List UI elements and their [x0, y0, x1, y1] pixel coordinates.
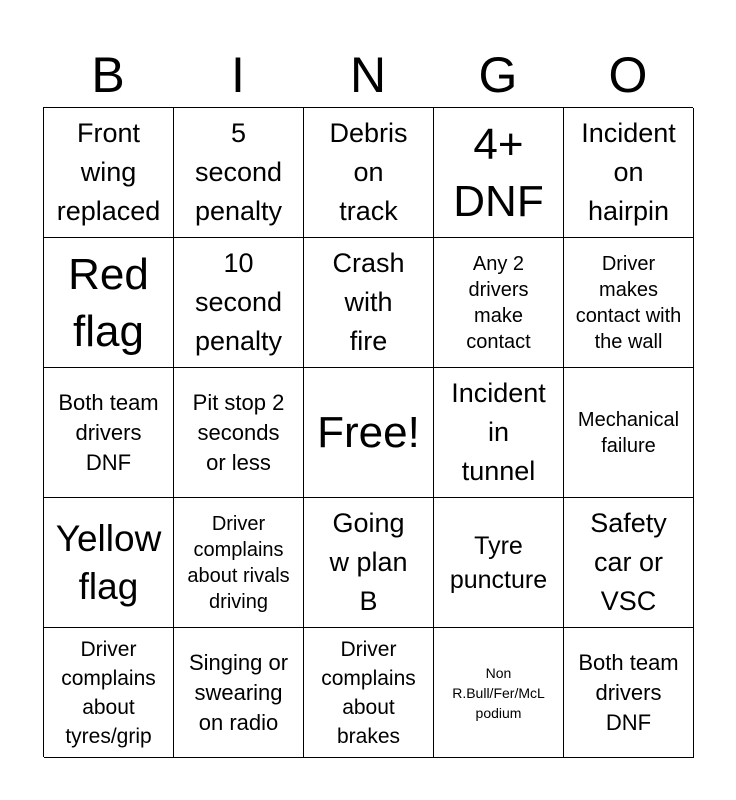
bingo-cell[interactable]: Safety car or VSC [564, 498, 694, 628]
bingo-cell[interactable]: Singing or swearing on radio [174, 628, 304, 758]
bingo-cell[interactable]: Crash with fire [304, 238, 434, 368]
bingo-cell[interactable]: Red flag [44, 238, 174, 368]
bingo-cell[interactable]: Yellow flag [44, 498, 174, 628]
bingo-cell[interactable]: Mechanical failure [564, 368, 694, 498]
bingo-cell[interactable]: Going w plan B [304, 498, 434, 628]
bingo-cell[interactable]: Debris on track [304, 108, 434, 238]
free-space-cell[interactable]: Free! [304, 368, 434, 498]
bingo-grid [43, 107, 693, 757]
bingo-cell[interactable]: Tyre puncture [434, 498, 564, 628]
bingo-cell[interactable]: Both team drivers DNF [564, 628, 694, 758]
bingo-cell[interactable]: Driver complains about brakes [304, 628, 434, 758]
bingo-cell[interactable]: Both team drivers DNF [44, 368, 174, 498]
bingo-cell[interactable]: Front wing replaced [44, 108, 174, 238]
bingo-header [43, 44, 693, 106]
bingo-cell[interactable]: Driver complains about rivals driving [174, 498, 304, 628]
bingo-cell[interactable]: Incident in tunnel [434, 368, 564, 498]
header-letter-g: G [478, 47, 518, 103]
bingo-cell[interactable]: Any 2 drivers make contact [434, 238, 564, 368]
header-letter-o: O [608, 47, 648, 103]
bingo-cell[interactable]: 5 second penalty [174, 108, 304, 238]
header-letter-b: B [91, 47, 125, 103]
bingo-cell[interactable]: 10 second penalty [174, 238, 304, 368]
bingo-cell[interactable]: Pit stop 2 seconds or less [174, 368, 304, 498]
bingo-cell[interactable]: Incident on hairpin [564, 108, 694, 238]
bingo-cell[interactable]: 4+ DNF [434, 108, 564, 238]
header-letter-n: N [349, 47, 387, 103]
bingo-cell[interactable]: Driver makes contact with the wall [564, 238, 694, 368]
bingo-cell[interactable]: Driver complains about tyres/grip [44, 628, 174, 758]
bingo-cell[interactable]: Non R.Bull/Fer/McL podium [434, 628, 564, 758]
header-letter-i: I [231, 47, 245, 103]
